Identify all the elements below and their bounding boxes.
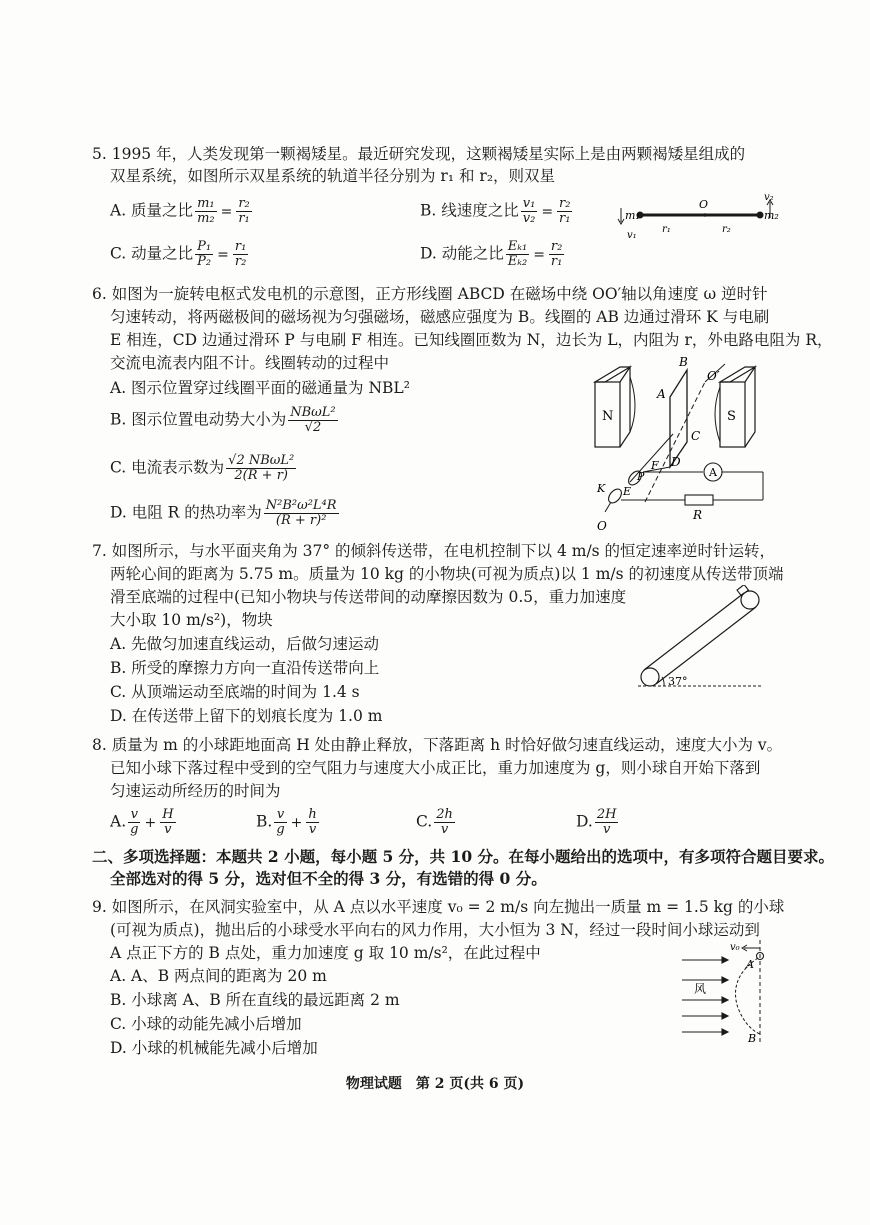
- q9-stem-line3: A 点正下方的 B 点处，重力加速度 g 取 10 m/s²，在此过程中: [110, 944, 541, 962]
- fig-b-label: B: [679, 355, 688, 369]
- q6-stem-line1: 6. 如图为一旋转电枢式发电机的示意图，正方形线圈 ABCD 在磁场中绕 OO′轴以角速度 ω 逆时针: [92, 285, 768, 303]
- q9-option-a[interactable]: A. A、B 两点间的距离为 20 m: [110, 967, 327, 985]
- conveyor-figure: [630, 585, 770, 695]
- q8-option-b[interactable]: B. $\frac{v}{g}$ + $\frac{h}{v}$: [256, 807, 317, 837]
- q9-option-c[interactable]: C. 小球的动能先减小后增加: [110, 1015, 302, 1033]
- q9-option-d[interactable]: D. 小球的机械能先减小后增加: [110, 1039, 318, 1057]
- q9-option-b[interactable]: B. 小球离 A、B 所在直线的最远距离 2 m: [110, 991, 400, 1009]
- fig-v1-label: v₁: [627, 230, 637, 240]
- fig-o-prime-label: O′: [707, 369, 720, 383]
- q7-option-b[interactable]: B. 所受的摩擦力方向一直沿传送带向上: [110, 659, 380, 677]
- fig-b-label: B: [748, 1032, 757, 1045]
- q8-option-c[interactable]: C. $\frac{2h}{v}$: [416, 807, 453, 837]
- q7-option-c[interactable]: C. 从顶端运动至底端的时间为 1.4 s: [110, 683, 360, 701]
- fig-r-label: R: [693, 508, 703, 522]
- q8-stem-line3: 匀速运动所经历的时间为: [110, 782, 281, 800]
- page-footer: 物理试题 第 2 页(共 6 页): [345, 1076, 525, 1092]
- q5-stem-line1: 5. 1995 年，人类发现第一颗褐矮星。最近研究发现，这颗褐矮星实际上是由两颗褐矮星组成的: [92, 145, 746, 163]
- fig-e-label: E: [623, 485, 632, 498]
- fig-r2-label: r₂: [722, 224, 731, 235]
- q6-option-a[interactable]: A. 图示位置穿过线圈平面的磁通量为 NBL²: [110, 379, 410, 397]
- wind-tunnel-figure: [678, 938, 778, 1048]
- fig-k-label: K: [597, 482, 606, 495]
- section2-heading-line2: 全部选对的得 5 分，选对但不全的得 3 分，有选错的得 0 分。: [110, 869, 547, 888]
- q6-option-c[interactable]: C. 电流表示数为 $\frac{\text{√2 NBωL²}}{2(R + r)}$: [110, 453, 295, 483]
- q6-option-b[interactable]: B. 图示位置电动势大小为 $\frac{\text{NBωL²}}{√2}$: [110, 405, 336, 435]
- q5-option-d[interactable]: D. 动能之比 $\frac{\text{Eₖ₁}}{\text{Eₖ₂}}$ = $\frac{\text{r₂}}{\text{r₁}}$: [420, 239, 563, 269]
- fig-m2-label: m₂: [764, 209, 779, 222]
- q8-option-d[interactable]: D. $\frac{2H}{v}$: [576, 807, 617, 837]
- q8-option-a[interactable]: A. $\frac{v}{g}$ + $\frac{H}{v}$: [110, 807, 174, 837]
- q6-option-d[interactable]: D. 电阻 R 的热功率为 $\frac{\text{N²B²ω²L⁴R}}{\text{(R + r)²}}$: [110, 498, 337, 528]
- q6-stem-line2: 匀速转动，将两磁极间的磁场视为匀强磁场，磁感应强度为 B。线圈的 AB 边通过滑环 K 与电刷: [110, 308, 770, 326]
- q7-stem-line3: 滑至底端的过程中(已知小物块与传送带间的动摩擦因数为 0.5，重力加速度: [110, 588, 627, 606]
- fig-o-label: O: [597, 519, 607, 530]
- fig-v2-label: v₂: [764, 192, 774, 203]
- fig-s-pole-label: S: [727, 409, 736, 424]
- q7-stem-line4: 大小取 10 m/s²)，物块: [110, 611, 273, 629]
- fig-a-label: A: [746, 958, 754, 971]
- fig-v0-label: v₀: [730, 942, 740, 953]
- q8-stem-line2: 已知小球下落过程中受到的空气阻力与速度大小成正比，重力加速度为 g，则小球自开始下落到: [110, 759, 761, 777]
- q8-stem-line1: 8. 质量为 m 的小球距地面高 H 处由静止释放，下落距离 h 时恰好做匀速直线运动，速度大小为 v。: [92, 736, 783, 754]
- fig-angle-label: 37°: [668, 675, 688, 688]
- binary-star-figure: [610, 188, 780, 240]
- q7-option-d[interactable]: D. 在传送带上留下的划痕长度为 1.0 m: [110, 707, 383, 725]
- q5-stem-line2: 双星系统，如图所示双星系统的轨道半径分别为 r₁ 和 r₂，则双星: [110, 167, 556, 185]
- fig-ammeter-label: A: [709, 466, 717, 479]
- q7-option-a[interactable]: A. 先做匀加速直线运动，后做匀速运动: [110, 635, 380, 653]
- fig-c-label: C: [691, 429, 701, 443]
- q5-option-b[interactable]: B. 线速度之比 $\frac{\text{v₁}}{\text{v₂}}$ = $\frac{\text{r₂}}{\text{r₁}}$: [420, 196, 571, 226]
- q6-stem-line3: E 相连，CD 边通过滑环 P 与电刷 F 相连。已知线圈匝数为 N，边长为 L，内阻为 r，外电路电阻为 R，: [110, 331, 833, 349]
- fig-r1-label: r₁: [662, 224, 671, 235]
- fig-p-label: P: [637, 470, 645, 483]
- fig-m1-label: m₁: [625, 209, 640, 222]
- fig-d-label: D: [671, 455, 681, 469]
- fig-f-label: F: [651, 459, 659, 472]
- generator-figure: [585, 352, 775, 530]
- q7-stem-line1: 7. 如图所示，与水平面夹角为 37° 的倾斜传送带，在电机控制下以 4 m/s 的恒定速率逆时针运转，: [92, 542, 776, 560]
- q5-option-c[interactable]: C. 动量之比 $\frac{\text{P₁}}{\text{P₂}}$ = $\frac{\text{r₁}}{\text{r₂}}$: [110, 239, 247, 269]
- fig-wind-label: 风: [694, 982, 707, 996]
- q7-stem-line2: 两轮心间的距离为 5.75 m。质量为 10 kg 的小物块(可视为质点)以 1 m/s 的初速度从传送带顶端: [110, 565, 784, 583]
- fig-a-label: A: [657, 387, 666, 401]
- fig-n-pole-label: N: [602, 409, 614, 424]
- section2-heading-line1: 二、多项选择题：本题共 2 小题，每小题 5 分，共 10 分。在每小题给出的选项中，有多项符合题目要求。: [92, 847, 835, 866]
- q6-stem-line4: 交流电流表内阻不计。线圈转动的过程中: [110, 354, 390, 372]
- fig-o-label: O: [699, 198, 709, 211]
- q9-stem-line1: 9. 如图所示，在风洞实验室中，从 A 点以水平速度 v₀ = 2 m/s 向左抛出一质量 m = 1.5 kg 的小球: [92, 898, 785, 916]
- q9-stem-line2: (可视为质点)，抛出后的小球受水平向右的风力作用，大小恒为 3 N，经过一段时间小球运动到: [110, 921, 760, 939]
- q5-option-a[interactable]: A. 质量之比 $\frac{\text{m₁}}{\text{m₂}}$ = $\frac{\text{r₂}}{\text{r₁}}$: [110, 196, 250, 226]
